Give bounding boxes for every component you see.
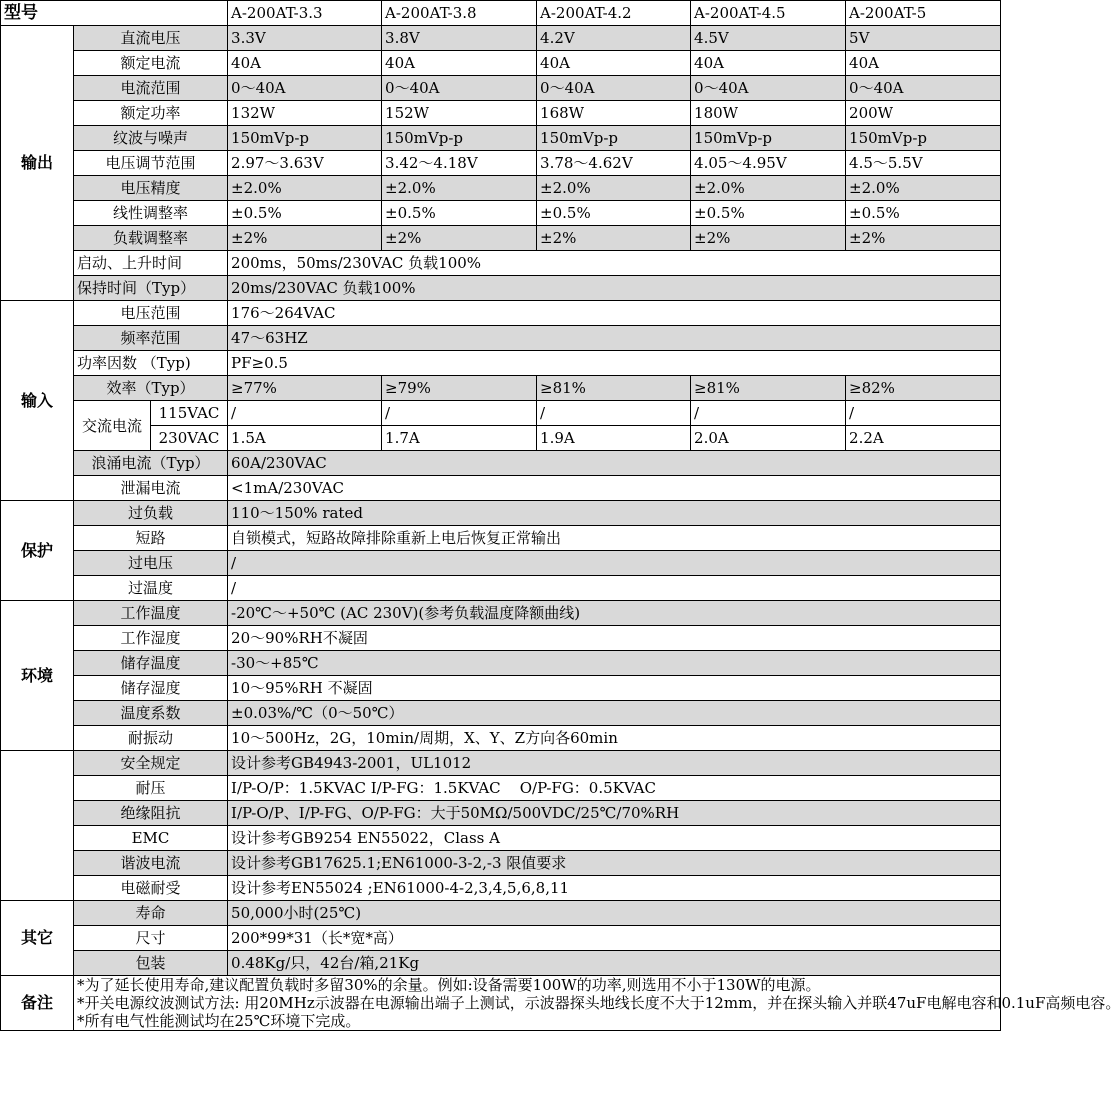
cell-value: 40A <box>382 51 537 76</box>
cell-value: 150mVp-p <box>537 126 691 151</box>
row-label: 额定功率 <box>74 101 228 126</box>
cell-value: 200W <box>846 101 1001 126</box>
row-sublabel: 230VAC <box>151 426 228 451</box>
row-label: 过负载 <box>74 501 228 526</box>
output-row <box>1 126 1001 151</box>
input-row <box>1 401 1001 426</box>
cell-value: 50,000小时(25℃) <box>228 901 1001 926</box>
row-label: 保持时间（Typ） <box>74 276 228 301</box>
cell-value: ±0.03%/℃（0～50℃） <box>228 701 1001 726</box>
cell-value: ±2% <box>382 226 537 251</box>
cell-value: 4.5～5.5V <box>846 151 1001 176</box>
cell-value: 1.7A <box>382 426 537 451</box>
row-label: 寿命 <box>74 901 228 926</box>
cell-value: ±0.5% <box>228 201 382 226</box>
cell-value: 10～500Hz，2G，10min/周期，X、Y、Z方向各60min <box>228 726 1001 751</box>
notes-row <box>1 976 1001 1031</box>
cell-value: 4.5V <box>691 26 846 51</box>
cell-value: ±0.5% <box>846 201 1001 226</box>
row-label: 储存湿度 <box>74 676 228 701</box>
cell-value: 自锁模式，短路故障排除重新上电后恢复正常输出 <box>228 526 1001 551</box>
cell-value: 设计参考GB9254 EN55022，Class A <box>228 826 1001 851</box>
cell-value: 20～90%RH不凝固 <box>228 626 1001 651</box>
safety-row <box>1 751 1001 776</box>
cell-value: 180W <box>691 101 846 126</box>
cell-value: ±2% <box>228 226 382 251</box>
cell-value: 3.78～4.62V <box>537 151 691 176</box>
safety-row <box>1 801 1001 826</box>
cell-value: 0～40A <box>691 76 846 101</box>
output-row <box>1 226 1001 251</box>
cell-value: / <box>691 401 846 426</box>
row-label: 绝缘阻抗 <box>74 801 228 826</box>
note-line: *所有电气性能测试均在25℃环境下完成。 <box>77 1012 361 1030</box>
cell-value: 200ms，50ms/230VAC 负载100% <box>228 251 1001 276</box>
protection-row <box>1 526 1001 551</box>
input-row <box>1 451 1001 476</box>
cell-value: 3.8V <box>382 26 537 51</box>
input-row <box>1 476 1001 501</box>
input-row <box>1 326 1001 351</box>
row-label: 谐波电流 <box>74 851 228 876</box>
cell-value: ±2.0% <box>537 176 691 201</box>
group-notes: 备注 <box>1 976 74 1031</box>
other-row <box>1 926 1001 951</box>
cell-value: 150mVp-p <box>846 126 1001 151</box>
cell-value: 0～40A <box>537 76 691 101</box>
environment-row <box>1 676 1001 701</box>
cell-value: 5V <box>846 26 1001 51</box>
row-label: 短路 <box>74 526 228 551</box>
row-label: 功率因数 （Typ) <box>74 351 228 376</box>
row-label: 安全规定 <box>74 751 228 776</box>
cell-value: ±2% <box>537 226 691 251</box>
cell-value: ±2.0% <box>846 176 1001 201</box>
output-row <box>1 151 1001 176</box>
row-label: EMC <box>74 826 228 851</box>
cell-value: I/P-O/P：1.5KVAC I/P-FG：1.5KVAC O/P-FG：0.5KVAC <box>228 776 1001 801</box>
row-label: 泄漏电流 <box>74 476 228 501</box>
output-row <box>1 176 1001 201</box>
cell-value: ≥79% <box>382 376 537 401</box>
safety-row <box>1 876 1001 901</box>
cell-value: 设计参考EN55024 ;EN61000-4-2,3,4,5,6,8,11 <box>228 876 1001 901</box>
environment-row <box>1 651 1001 676</box>
cell-value: 1.5A <box>228 426 382 451</box>
group-protection: 保护 <box>1 501 74 601</box>
model-name: A-200AT-4.5 <box>691 1 846 26</box>
cell-value: ≥82% <box>846 376 1001 401</box>
input-row <box>1 301 1001 326</box>
row-label: 耐振动 <box>74 726 228 751</box>
row-label: 启动、上升时间 <box>74 251 228 276</box>
cell-value: 60A/230VAC <box>228 451 1001 476</box>
protection-row <box>1 501 1001 526</box>
row-label: 温度系数 <box>74 701 228 726</box>
cell-value: 0～40A <box>382 76 537 101</box>
cell-value: 2.97～3.63V <box>228 151 382 176</box>
environment-row <box>1 626 1001 651</box>
protection-row <box>1 551 1001 576</box>
row-label: 耐压 <box>74 776 228 801</box>
model-name: A-200AT-3.3 <box>228 1 382 26</box>
model-name: A-200AT-5 <box>846 1 1001 26</box>
environment-row <box>1 601 1001 626</box>
row-label: 电压调节范围 <box>74 151 228 176</box>
cell-value: ±0.5% <box>537 201 691 226</box>
cell-value: 4.05～4.95V <box>691 151 846 176</box>
row-label: 纹波与噪声 <box>74 126 228 151</box>
row-label: 浪涌电流（Typ） <box>74 451 228 476</box>
cell-value: 40A <box>846 51 1001 76</box>
cell-value: I/P-O/P、I/P-FG、O/P-FG：大于50MΩ/500VDC/25℃/70%RH <box>228 801 1001 826</box>
row-label: 效率（Typ） <box>74 376 228 401</box>
cell-value: 20ms/230VAC 负载100% <box>228 276 1001 301</box>
row-label: 过温度 <box>74 576 228 601</box>
cell-value: 设计参考GB4943-2001，UL1012 <box>228 751 1001 776</box>
cell-value: PF≥0.5 <box>228 351 1001 376</box>
cell-value: 2.0A <box>691 426 846 451</box>
note-line: *为了延长使用寿命,建议配置负载时多留30%的余量。例如:设备需要100W的功率,则选用不小于130W的电源。 <box>77 976 821 994</box>
cell-value: 47～63HZ <box>228 326 1001 351</box>
cell-value: -20℃～+50℃ (AC 230V)(参考负载温度降额曲线) <box>228 601 1001 626</box>
group-input: 输入 <box>1 301 74 501</box>
cell-value: 0～40A <box>228 76 382 101</box>
cell-value: 132W <box>228 101 382 126</box>
row-label: 交流电流 <box>74 401 151 451</box>
cell-value: ±0.5% <box>382 201 537 226</box>
row-label: 电流范围 <box>74 76 228 101</box>
cell-value: / <box>382 401 537 426</box>
output-row <box>1 101 1001 126</box>
cell-value: / <box>537 401 691 426</box>
output-row <box>1 26 1001 51</box>
cell-value: 152W <box>382 101 537 126</box>
safety-row <box>1 826 1001 851</box>
row-sublabel: 115VAC <box>151 401 228 426</box>
cell-value: 设计参考GB17625.1;EN61000-3-2,-3 限值要求 <box>228 851 1001 876</box>
input-row <box>1 376 1001 401</box>
row-label: 电磁耐受 <box>74 876 228 901</box>
environment-row <box>1 726 1001 751</box>
cell-value: 40A <box>537 51 691 76</box>
row-label: 过电压 <box>74 551 228 576</box>
row-label: 频率范围 <box>74 326 228 351</box>
model-label: 型号 <box>1 1 228 26</box>
row-label: 负载调整率 <box>74 226 228 251</box>
protection-row <box>1 576 1001 601</box>
notes-text <box>74 976 1120 1031</box>
model-header-row <box>1 1 1001 26</box>
cell-value: / <box>228 576 1001 601</box>
cell-value: 176～264VAC <box>228 301 1001 326</box>
cell-value: ±2.0% <box>228 176 382 201</box>
output-row <box>1 276 1001 301</box>
environment-row <box>1 701 1001 726</box>
other-row <box>1 901 1001 926</box>
cell-value: / <box>846 401 1001 426</box>
input-row <box>1 426 1001 451</box>
cell-value: 40A <box>691 51 846 76</box>
cell-value: 150mVp-p <box>228 126 382 151</box>
cell-value: 200*99*31（长*宽*高） <box>228 926 1001 951</box>
cell-value: ±2% <box>691 226 846 251</box>
cell-value: ±2% <box>846 226 1001 251</box>
output-row <box>1 201 1001 226</box>
model-name: A-200AT-4.2 <box>537 1 691 26</box>
cell-value: / <box>228 551 1001 576</box>
cell-value: 110～150% rated <box>228 501 1001 526</box>
cell-value: <1mA/230VAC <box>228 476 1001 501</box>
cell-value: / <box>228 401 382 426</box>
cell-value: ±2.0% <box>382 176 537 201</box>
output-row <box>1 51 1001 76</box>
row-label: 工作温度 <box>74 601 228 626</box>
output-row <box>1 76 1001 101</box>
group-output: 输出 <box>1 26 74 301</box>
cell-value: 0～40A <box>846 76 1001 101</box>
group-other: 其它 <box>1 901 74 976</box>
row-label: 电压范围 <box>74 301 228 326</box>
cell-value: 0.48Kg/只，42台/箱,21Kg <box>228 951 1001 976</box>
row-label: 储存温度 <box>74 651 228 676</box>
row-label: 额定电流 <box>74 51 228 76</box>
cell-value: 1.9A <box>537 426 691 451</box>
cell-value: ≥77% <box>228 376 382 401</box>
cell-value: 3.3V <box>228 26 382 51</box>
safety-row <box>1 776 1001 801</box>
cell-value: ±2.0% <box>691 176 846 201</box>
cell-value: 150mVp-p <box>691 126 846 151</box>
cell-value: 4.2V <box>537 26 691 51</box>
group-safety <box>1 751 74 901</box>
row-label: 电压精度 <box>74 176 228 201</box>
row-label: 工作湿度 <box>74 626 228 651</box>
row-label: 直流电压 <box>74 26 228 51</box>
row-label: 尺寸 <box>74 926 228 951</box>
cell-value: ±0.5% <box>691 201 846 226</box>
cell-value: ≥81% <box>691 376 846 401</box>
note-line: *开关电源纹波测试方法: 用20MHz示波器在电源输出端子上测试，示波器探头地线长度不大于12mm，并在探头输入并联47uF电解电容和0.1uF高频电容。 <box>77 994 1120 1012</box>
cell-value: 150mVp-p <box>382 126 537 151</box>
row-label: 线性调整率 <box>74 201 228 226</box>
input-row <box>1 351 1001 376</box>
cell-value: 10～95%RH 不凝固 <box>228 676 1001 701</box>
model-name: A-200AT-3.8 <box>382 1 537 26</box>
row-label: 包装 <box>74 951 228 976</box>
safety-row <box>1 851 1001 876</box>
cell-value: 3.42～4.18V <box>382 151 537 176</box>
other-row <box>1 951 1001 976</box>
cell-value: ≥81% <box>537 376 691 401</box>
cell-value: 2.2A <box>846 426 1001 451</box>
cell-value: 40A <box>228 51 382 76</box>
output-row <box>1 251 1001 276</box>
cell-value: 168W <box>537 101 691 126</box>
cell-value: -30～+85℃ <box>228 651 1001 676</box>
group-environment: 环境 <box>1 601 74 751</box>
